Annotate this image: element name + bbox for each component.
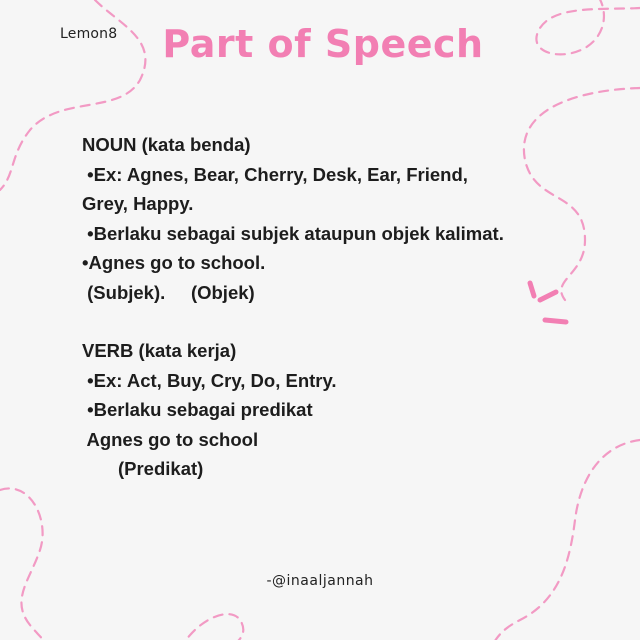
noun-examples-line-2: Grey, Happy. [82,193,194,214]
verb-example-sentence: Agnes go to school [82,428,259,450]
noun-example-sentence: •Agnes go to school. [82,252,266,273]
noun-examples-line-1: •Ex: Agnes, Bear, Cherry, Desk, Ear, Friend, [82,163,468,185]
noun-example-labels: (Subjek). (Objek) [82,281,255,303]
brand-logo-text: Lemon8 [60,26,118,42]
noun-rule: •Berlaku sebagai subjek ataupun objek kalimat. [82,222,504,244]
page-title: Part of Speech [162,22,484,66]
verb-example-label: (Predikat) [82,458,204,479]
content-body [82,130,582,484]
dashed-curve-bottom-left [0,488,50,640]
verb-heading: VERB (kata kerja) [82,340,237,361]
noun-heading: NOUN (kata benda) [82,134,251,155]
dashed-curve-bottom-center [180,614,243,640]
section-spacer [82,307,582,336]
author-handle: -@inaaljannah [266,573,374,589]
verb-rule: •Berlaku sebagai predikat [82,399,313,420]
verb-examples-line: •Ex: Act, Buy, Cry, Do, Entry. [82,369,337,391]
